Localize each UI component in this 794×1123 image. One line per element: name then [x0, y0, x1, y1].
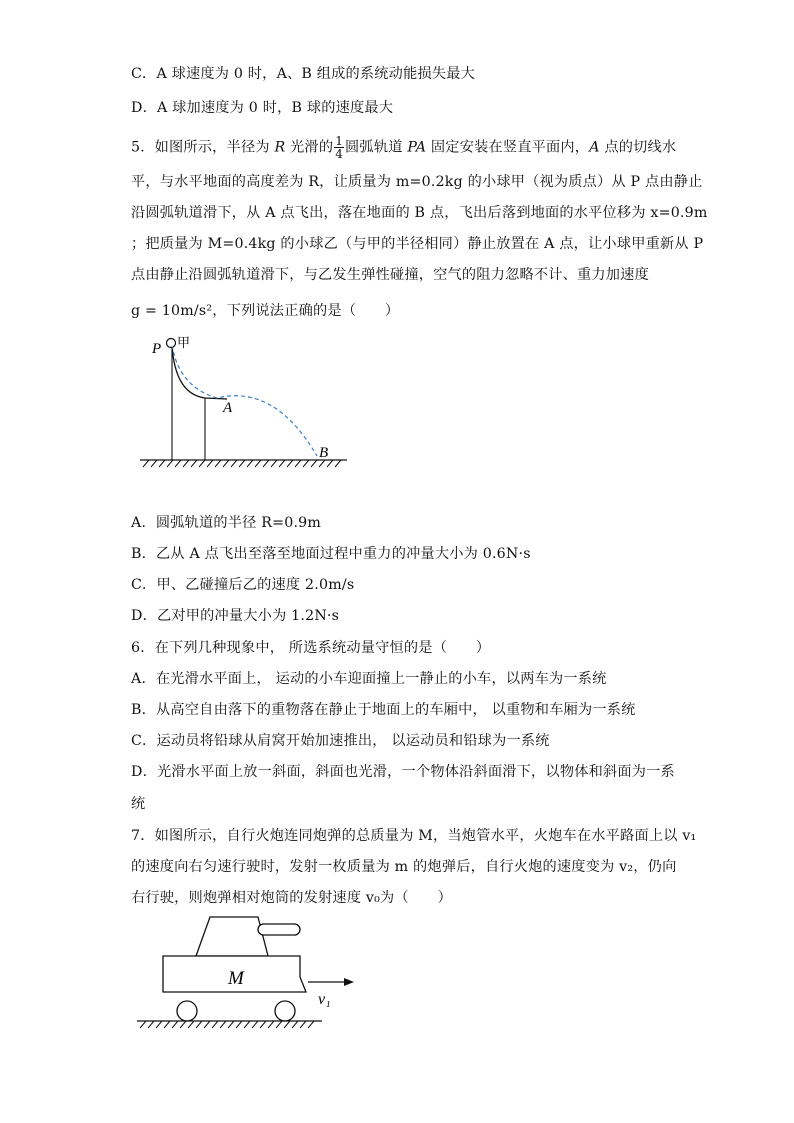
label-p: P: [152, 341, 162, 357]
q6-option-a: A．在光滑水平面上， 运动的小车迎面撞上一静止的小车，以两车为一系统: [131, 671, 607, 687]
q4-option-d: D．A 球加速度为 0 时，B 球的速度最大: [131, 100, 394, 116]
ball-icon: [167, 339, 176, 348]
q5-text: 5．如图所示，半径为: [131, 139, 275, 156]
label-a: A: [223, 400, 233, 416]
wheel-icon: [177, 1001, 197, 1021]
q6-option-b: B．从高空自由落下的重物落在静止于地面上的车厢中， 以重物和车厢为一系统: [131, 702, 636, 718]
q5-text: 点的切线水: [599, 139, 677, 156]
q6-option-d-line2: 统: [131, 796, 146, 812]
q5-stem-line2: 平，与水平地面的高度差为 R，让质量为 m=0.2kg 的小球甲（视为质点）从 P 点由静止: [131, 174, 703, 190]
q4-option-c: C．A 球速度为 0 时，A、B 组成的系统动能损失最大: [131, 66, 476, 82]
q7-stem-line2: 的速度向右匀速行驶时，发射一枚质量为 m 的炮弹后，自行火炮的速度变为 v₂，仍向: [131, 859, 677, 875]
q5-stem-line1: [131, 135, 676, 160]
q5-option-d: D．乙对甲的冲量大小为 1.2N·s: [131, 608, 340, 624]
q5-text: 固定安装在竖直平面内，: [426, 139, 590, 156]
q7-figure: [132, 912, 372, 1037]
q5-figure: [135, 332, 365, 472]
q7-stem-line3: 右行驶，则炮弹相对炮筒的发射速度 v₀为（ ）: [131, 890, 452, 906]
q6-stem: 6．在下列几种现象中， 所选系统动量守恒的是（ ）: [131, 640, 491, 656]
q7-stem-line1: 7．如图所示，自行火炮连同炮弹的总质量为 M，当炮管水平，火炮车在水平路面上以 v₁: [131, 828, 697, 844]
wheel-icon: [275, 1001, 295, 1021]
q5-option-a: A．圆弧轨道的半径 R=0.9m: [131, 515, 322, 531]
q5-option-b: B．乙从 A 点飞出至落至地面过程中重力的冲量大小为 0.6N·s: [131, 546, 531, 562]
q5-stem-line6: g = 10m/s²，下列说法正确的是（ ）: [131, 303, 400, 319]
label-m: M: [228, 968, 244, 989]
fraction-quarter: $\frac{1}{4}$: [335, 134, 344, 161]
q5-var-r: R: [274, 139, 286, 156]
q5-text: 圆弧轨道: [345, 139, 408, 156]
label-jia: 甲: [177, 336, 191, 351]
label-v1: v₁: [318, 991, 331, 1008]
q5-option-c: C．甲、乙碰撞后乙的速度 2.0m/s: [131, 577, 355, 593]
q5-var-pa: PA: [407, 139, 427, 156]
q5-var-a: A: [589, 139, 600, 156]
q5-stem-line5: 点由静止沿圆弧轨道滑下，与乙发生弹性碰撞，空气的阻力忽略不计、重力加速度: [131, 267, 649, 283]
q6-option-c: C．运动员将铅球从肩窝开始加速推出， 以运动员和铅球为一系统: [131, 733, 550, 749]
q5-stem-line4: ；把质量为 M=0.4kg 的小球乙（与甲的半径相同）静止放置在 A 点，让小球甲重新从 P: [131, 236, 704, 252]
q5-stem-line3: 沿圆弧轨道滑下，从 A 点飞出，落在地面的 B 点，飞出后落到地面的水平位移为 x=0.9m: [131, 205, 708, 221]
label-b: B: [319, 445, 329, 461]
q5-text: 光滑的: [285, 139, 334, 156]
q6-option-d-line1: D．光滑水平面上放一斜面，斜面也光滑，一个物体沿斜面滑下，以物体和斜面为一系: [131, 764, 675, 780]
